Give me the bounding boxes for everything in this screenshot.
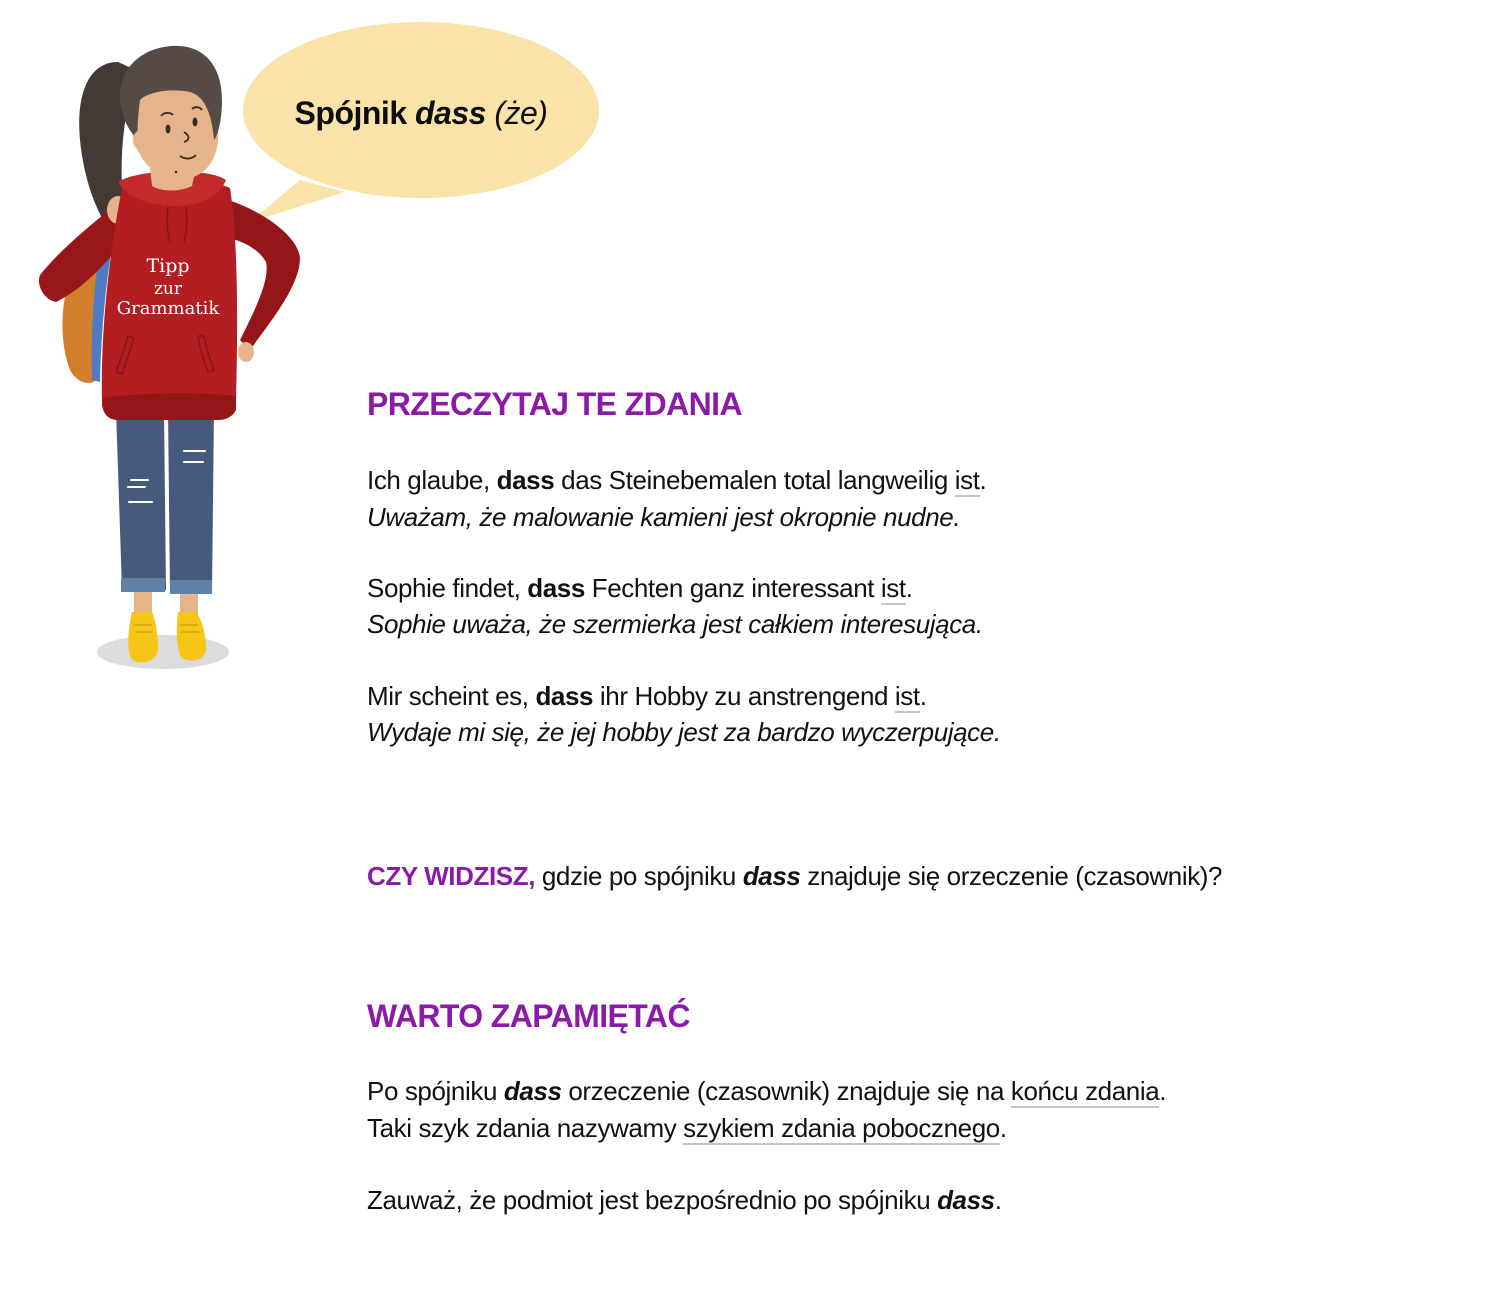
example-sentence-pl: Uważam, że malowanie kamieni jest okropnie nudne.: [367, 502, 961, 532]
sentence-text: Ich glaube,: [367, 465, 497, 495]
rule-text: orzeczenie (czasownik) znajduje się na: [561, 1076, 1011, 1106]
sentence-text: ihr Hobby zu anstrengend: [593, 681, 895, 711]
bubble-title-prefix: Spójnik: [294, 95, 415, 131]
svg-text:zur: zur: [153, 279, 183, 299]
rule-text: Zauważ, że podmiot jest bezpośrednio po spójniku: [367, 1185, 938, 1215]
rule-line: [367, 1112, 1007, 1144]
sentence-punct: .: [905, 573, 913, 603]
question-lead: CZY WIDZISZ,: [367, 861, 536, 891]
eye-left: [166, 125, 171, 134]
eye-right: [193, 118, 198, 127]
example-sentence-de: [367, 572, 913, 604]
bubble-title-word: dass: [415, 95, 486, 131]
conjunction-word: dass: [535, 681, 594, 711]
underlined-term: szykiem zdania pobocznego: [683, 1113, 1000, 1143]
verb-underlined: ist: [954, 465, 980, 495]
rule-line: [367, 1075, 1166, 1107]
conjunction-word: dass: [503, 1076, 562, 1106]
sentence-text: Fechten ganz interessant: [584, 573, 881, 603]
verb-underlined: ist: [894, 681, 920, 711]
jeans: [116, 410, 214, 594]
question-text: znajduje się orzeczenie (czasownik)?: [800, 861, 1223, 891]
section-heading-remember: WARTO ZAPAMIĘTAĆ: [367, 998, 690, 1034]
bubble-title-suffix: (że): [485, 95, 548, 131]
question-line: [367, 860, 1222, 892]
example-sentence-pl: Wydaje mi się, że jej hobby jest za bardzo wyczerpujące.: [367, 717, 1001, 747]
sentence-punct: .: [979, 465, 987, 495]
hoodie-waistband: [103, 393, 236, 420]
rule-punct: .: [999, 1113, 1007, 1143]
ankle-right: [180, 594, 198, 614]
ear: [133, 131, 145, 149]
conjunction-word: dass: [742, 861, 801, 891]
sentence-text: Mir scheint es,: [367, 681, 536, 711]
example-sentence-pl: Sophie uważa, że szermierka jest całkiem interesująca.: [367, 609, 983, 639]
right-hand: [238, 342, 254, 362]
conjunction-word: dass: [937, 1185, 995, 1215]
section-heading-read: PRZECZYTAJ TE ZDANIA: [367, 386, 742, 422]
sentence-punct: .: [919, 681, 927, 711]
sentence-text: das Steinebemalen total langweilig: [554, 465, 955, 495]
example-sentence-de: [367, 464, 986, 496]
question-text: gdzie po spójniku: [535, 861, 743, 891]
floor-shadow: [97, 635, 229, 669]
svg-text:Grammatik: Grammatik: [116, 298, 220, 319]
verb-underlined: ist: [880, 573, 906, 603]
rule-line: [367, 1184, 1002, 1216]
svg-text:Tipp: Tipp: [146, 255, 190, 277]
right-sleeve: [228, 200, 300, 350]
ankle-left: [134, 592, 152, 612]
underlined-term: końcu zdania: [1010, 1076, 1160, 1106]
rule-punct: .: [994, 1185, 1002, 1215]
example-sentence-de: [367, 680, 927, 712]
rule-text: Po spójniku: [367, 1076, 504, 1106]
conjunction-word: dass: [527, 573, 585, 603]
sentence-text: Sophie findet,: [367, 573, 528, 603]
rule-punct: .: [1159, 1076, 1167, 1106]
bubble-title: [243, 95, 599, 132]
conjunction-word: dass: [496, 465, 555, 495]
rule-text: Taki szyk zdania nazywamy: [367, 1113, 684, 1143]
chin-dot: [175, 171, 177, 173]
